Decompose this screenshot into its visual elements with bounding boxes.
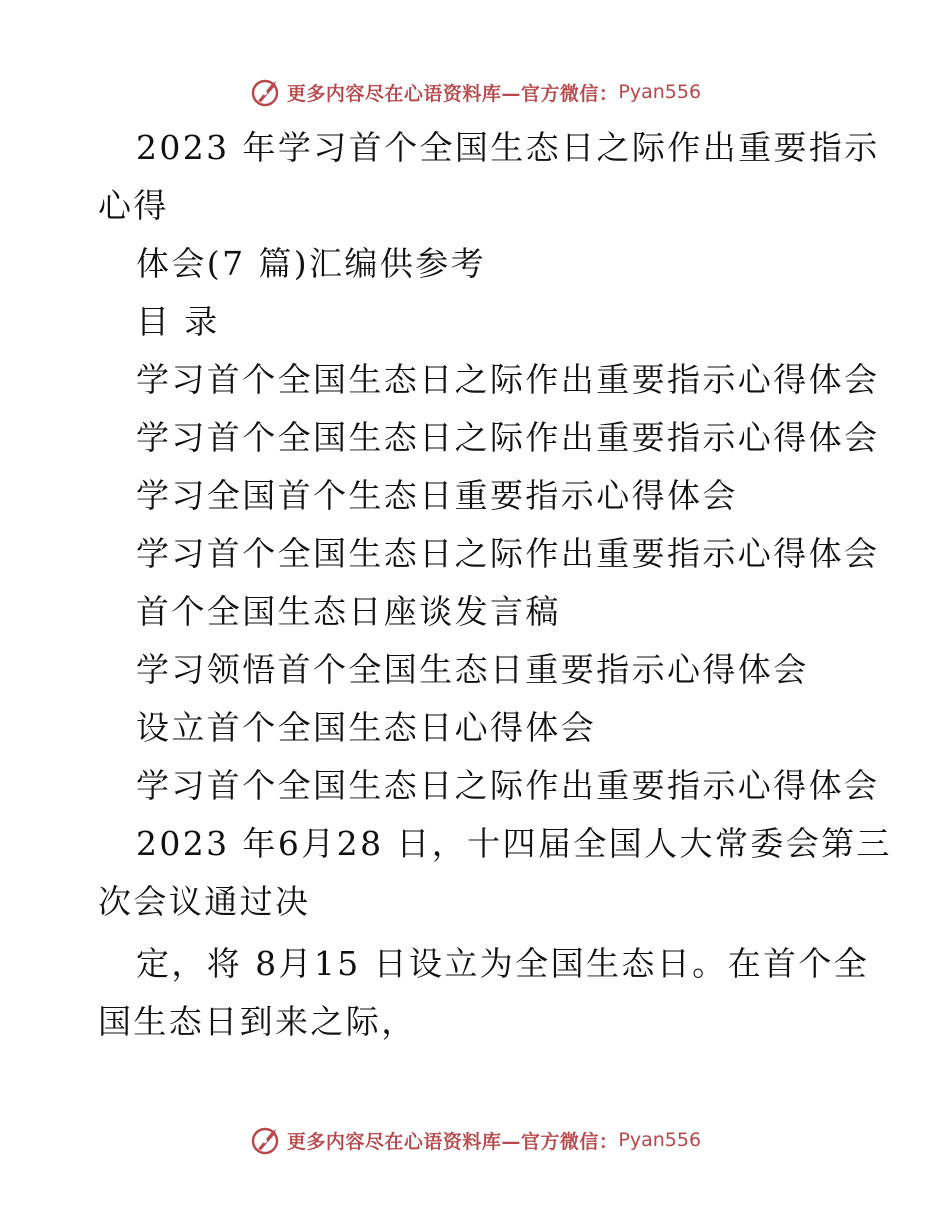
toc-heading: 目 录	[136, 302, 220, 341]
document-title-line-2: 心得	[98, 186, 169, 225]
document-title-line-1: 2023 年学习首个全国生态日之际作出重要指示	[136, 128, 880, 167]
toc-item: 首个全国生态日座谈发言稿	[136, 592, 561, 631]
toc-item: 学习首个全国生态日之际作出重要指示心得体会	[136, 360, 880, 399]
body-paragraph-line: 2023 年6月28 日，十四届全国人大常委会第三	[136, 824, 892, 863]
watermark-text: 更多内容尽在心语资料库—官方微信：	[286, 82, 619, 105]
body-paragraph-line: 定，将 8月15 日设立为全国生态日。在首个全	[136, 944, 870, 983]
body-paragraph-line: 次会议通过决	[98, 882, 311, 921]
document-title-line-3: 体会(7 篇)汇编供参考	[136, 244, 487, 283]
header-watermark	[0, 72, 950, 112]
footer-watermark	[0, 1120, 950, 1160]
watermark-wechat-id: Pyan556	[618, 1129, 702, 1151]
pen-nib-icon	[249, 75, 283, 109]
article-title: 学习首个全国生态日之际作出重要指示心得体会	[136, 766, 880, 805]
toc-item: 学习领悟首个全国生态日重要指示心得体会	[136, 650, 809, 689]
toc-item: 学习首个全国生态日之际作出重要指示心得体会	[136, 418, 880, 457]
watermark-wechat-id: Pyan556	[618, 81, 702, 103]
toc-item: 学习首个全国生态日之际作出重要指示心得体会	[136, 534, 880, 573]
toc-item: 学习全国首个生态日重要指示心得体会	[136, 476, 738, 515]
toc-item: 设立首个全国生态日心得体会	[136, 708, 597, 747]
body-paragraph-line: 国生态日到来之际，	[98, 1002, 417, 1041]
watermark-text: 更多内容尽在心语资料库—官方微信：	[286, 1130, 619, 1153]
pen-nib-icon	[249, 1123, 283, 1157]
